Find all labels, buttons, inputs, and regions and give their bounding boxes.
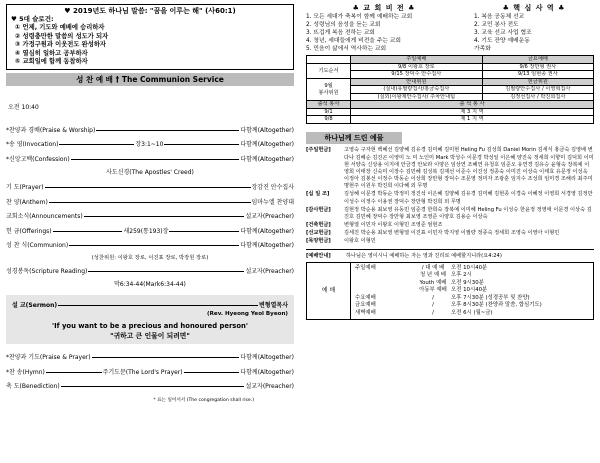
order-label: 찬 양(Anthem) <box>6 198 48 206</box>
order-label: *신앙고백(Confession) <box>6 155 70 163</box>
worship-guide <box>306 253 594 259</box>
order-content: 새259(통193)장 <box>123 227 169 235</box>
offering-entry <box>306 191 594 205</box>
offering-names: 변형열 이민자 이왕호 이형민 조영준 엄현조 <box>344 222 443 229</box>
table-header: 주일예배 <box>351 56 483 64</box>
offering-entry <box>306 207 594 221</box>
worship-guide-verse: 하나님은 영이시니 예배하는 자는 영과 진리로 예배할지니라(요4:24) <box>346 252 502 259</box>
table-cell: 9/8 이왕호 장로 <box>351 63 483 71</box>
order-leader: 장감진 안수집사 <box>251 184 294 192</box>
mission-item: 4. 기도 잔양 예배운동 <box>474 37 530 44</box>
core-ministry <box>474 4 594 53</box>
order-row <box>6 379 294 394</box>
order-label: *찬양과 경배(Praise & Worship) <box>6 126 96 134</box>
scripture-reference: 막6:34-44(Mark6:34-44) <box>114 281 186 289</box>
worship-guide-label: [예배안내] <box>306 252 331 259</box>
mission-title: ♣ 핵 심 사 역 ♣ <box>502 4 566 12</box>
table-cell: (실내)유필량집사/홍금숙집사 <box>351 86 483 94</box>
offerings-heading: 하나님께 드린 예물 <box>306 132 402 144</box>
table-cell: 9/8 <box>307 116 351 124</box>
vision-title: ♣ 교 회 비 전 ♣ <box>352 4 416 12</box>
table-cell: 제 3 지 역 <box>351 108 594 116</box>
vision-mission <box>306 4 594 53</box>
order-content: 주기도문(The Lord's Prayer) <box>102 368 183 376</box>
vision-item: 3. 뜨겁게 복음 전하는 교회 <box>306 30 375 37</box>
offering-entry <box>306 230 594 237</box>
order-row <box>6 350 294 365</box>
offering-entry <box>306 238 594 245</box>
leader-line <box>84 216 245 217</box>
worship-name: 아동부 예배 <box>419 287 447 294</box>
vision-item: 5. 민음이 삶에서 역사하는 교회 <box>306 45 387 52</box>
church-vision <box>306 4 462 53</box>
leader-line <box>61 386 245 387</box>
order-content: 장3:1~10 <box>135 141 164 149</box>
mission-item: 1. 복음 공동체 선교 <box>474 14 525 21</box>
table-row-label: 기도순서 <box>307 63 351 78</box>
sermon-title-korean: "귀하고 큰 인물이 되려면" <box>110 332 190 341</box>
order-label: 헌 금(Offerings) <box>6 227 52 235</box>
worship-time: 오후 2시 <box>451 272 472 279</box>
slogan-heading: ♥ 5대 슬로건: <box>11 15 54 24</box>
leader-line <box>45 187 251 188</box>
preacher-english-name: (Rev. Hyeong Yeol Byeon) <box>207 311 288 318</box>
worship-name: / <box>432 302 434 309</box>
mission-item: 가족화 <box>474 45 491 52</box>
offering-names: 김성혜 이문경 박동순 박정미 정진석 이은혜 김양혜 김유경 김미혜 김현종 이경숙 이혜정 이영희 서경영 김정만 이성수 이정수 이용권 장덕수 장만형 박진희 외 무명 <box>344 191 593 205</box>
table-cell: 김필량안수집사 / 이영혁집사 <box>482 86 593 94</box>
offering-entry <box>306 222 594 229</box>
offering-type: [선교헌금] <box>306 230 331 237</box>
slogan-item: ④ 열심히 일하고 공부하자 <box>15 49 88 57</box>
vision-item: 1. 모든 세대가 축복이 함께 예배하는 교회 <box>306 14 413 21</box>
worship-kind <box>355 272 415 279</box>
table-cell: 9/13 임현종 권사 <box>482 71 593 79</box>
order-label: *송 영(Invocation) <box>6 141 59 149</box>
leader-line <box>88 271 244 272</box>
offering-type: [십 일 조] <box>306 191 330 198</box>
preacher-name: 변형열목사 <box>259 301 288 309</box>
order-label: 성 찬 식(Communion) <box>6 242 69 250</box>
slogan-item: ① 언제, 기도와 예배에 승리하자 <box>15 24 105 32</box>
order-label: 축 도(Benediction) <box>6 383 60 391</box>
table-cell: 제 1 지 역 <box>351 116 594 124</box>
order-leader: 다함께(Altogether) <box>240 141 295 149</box>
table-cell: 김정선집사 / 박진희집사 <box>482 93 593 101</box>
worship-time: 오전 9시30분 <box>451 279 484 286</box>
worship-time: 오전 10시40분 <box>451 264 488 271</box>
table-cell: 9/6 장만형 권사 <box>482 63 593 71</box>
order-row <box>6 123 294 138</box>
offering-entry <box>306 147 594 190</box>
worship-time: 오후 8시30분 (찬양과 말씀, 합심기도) <box>451 302 542 309</box>
worship-times-list <box>351 263 593 319</box>
sermon-title-english: 'If you want to be a precious and honoured person' <box>52 322 248 331</box>
order-label: 설 교(Sermon) <box>12 301 58 309</box>
worship-time-row <box>355 302 589 309</box>
worship-kind: 새벽예배 <box>355 309 376 316</box>
worship-kind: 금요예배 <box>355 302 376 309</box>
leader-line <box>69 245 239 246</box>
worship-kind <box>355 280 415 287</box>
order-label: 성경봉독(Scripture Reading) <box>6 267 88 275</box>
worship-kind: 주일예배 <box>355 264 376 271</box>
worship-time-row <box>355 272 589 279</box>
service-time: 오전 10:40 <box>8 103 39 111</box>
slogan-item: ⑤ 교회일에 함께 동참하자 <box>15 58 88 66</box>
order-label: *찬 송(Hymn) <box>6 368 45 376</box>
sermon-box <box>6 295 294 344</box>
worship-name: / <box>432 294 434 301</box>
worship-name: 청 년 예 배 <box>420 272 446 279</box>
worship-time-row <box>355 310 589 317</box>
leader-line <box>169 231 239 232</box>
order-leader: 다함께(Altogether) <box>240 368 294 376</box>
order-row-scripture <box>6 264 294 279</box>
offering-type: [목양헌금] <box>306 238 331 245</box>
leader-line <box>46 372 102 373</box>
order-leader: 다함께(Altogether) <box>240 227 294 235</box>
standing-note: * 표는 일어서서 (The congregation shall rise.) <box>153 397 254 403</box>
slogan-item: ② 성령충만한 말씀의 성도가 되자 <box>15 32 109 40</box>
offering-names: 김현정 박순용 최보영 유동민 임준경 한희숙 장복예 이미혜 Heling Fu 이성승 한윤정 정영애 이문경 이상숙 김진호 김민혜 장덕수 장만형 최보영 조영준 이양호 김용순 이상숙 <box>344 206 592 220</box>
order-leader: 다함께(Altogether) <box>240 126 294 134</box>
order-label: *찬양과 기도(Praise & Prayer) <box>6 354 91 362</box>
leader-line <box>71 159 240 160</box>
leader-line <box>184 372 240 373</box>
divider <box>306 249 594 250</box>
table-cell: 9/1 <box>307 108 351 116</box>
order-row <box>6 238 294 253</box>
worship-time-row <box>355 265 589 272</box>
worship-time-row <box>355 295 589 302</box>
table-cell: 9/15 장덕수 안수집사 <box>351 71 483 79</box>
offering-names: 고영숙 구자현 백혜선 김양혜 김유경 김미혜 김미현 Heling Fu 김성희 Daniel Morin 김세식 홍금숙 김영배 변다나 김혜순 김진곤 이영미 노 미 노인미 Mark 박성수 이문경 박성일 이은혜 양진욱 정세희 이향미 김덕희 이미현 서양숙 신상용 이지애 안금경 안보라 이양은 임상연 조혜연 유청호 임준오 유연경 김유승 윤형숙 장복예 이영희 이태장 신숙미 이장수 김민혜 김성복 김재선 이준수 이진성 정종숙 이미진 이상숙 이태효 유문정 이성욱 이정아 김봉선 이정수 박동순 이상희 장만형 장덕수 조문영 정미자 조광훈 임지수 조성희 임미경 조해리 최주미 명현주 이원우 박진희 이다혜 외 무명 <box>344 147 594 190</box>
service-title-bar: 성 찬 예 배 † The Communion Service <box>6 73 294 86</box>
order-leader: 다함께(Altogether) <box>240 354 294 362</box>
order-row <box>6 209 294 224</box>
vision-item: 4. 청년, 세대들에게 비전을 주는 교회 <box>306 37 401 44</box>
worship-name: / <box>432 309 434 316</box>
yearly-theme-title: ♥ 2019년도 하나님 말씀: "꿈을 이루는 해" (사60:1) <box>64 7 236 15</box>
offering-names: 이왕호 이형민 <box>344 238 376 245</box>
leader-line <box>58 305 258 306</box>
order-leader: 설교자(Preacher) <box>245 383 294 391</box>
right-page <box>300 0 600 463</box>
order-leader: 다함께(Altogether) <box>240 155 294 163</box>
creed-label: 사도신경(The Apostles' Creed) <box>106 169 194 177</box>
table-header: 출 석 봉 사 <box>351 101 594 109</box>
worship-time: 오후 7시30분 (성경공부 및 찬양) <box>451 294 530 301</box>
leader-line <box>53 231 123 232</box>
worship-times-label: 예 배 <box>307 263 351 319</box>
offering-type: [감사헌금] <box>306 206 331 213</box>
order-leader: 다함께(Altogether) <box>240 242 294 250</box>
order-label: 교회소식(Announcements) <box>6 213 83 221</box>
leader-line <box>59 144 134 145</box>
mission-item: 3. 교육 선교 사업 협조 <box>474 30 532 37</box>
leader-line <box>96 130 239 131</box>
offering-names: 김세진 박순용 최보영 변형열 이진표 이민자 박지영 이필량 정종숙 정세희 조영숙 이영아 이형민 <box>344 230 560 237</box>
order-leader: 설교자(Preacher) <box>245 213 294 221</box>
worship-times-box <box>306 262 594 320</box>
table-cell: (실외)이왕제안수집사/ 주차안내팀 <box>351 93 483 101</box>
order-row <box>6 137 294 152</box>
table-row-label: 9월 봉사위원 <box>307 78 351 101</box>
order-leader: 임마누엘 찬양대 <box>251 198 294 206</box>
order-row <box>6 195 294 210</box>
worship-time: 오전 6시 (월~금) <box>451 309 493 316</box>
order-leader: 설교자(Preacher) <box>245 267 294 275</box>
offering-type: [건축헌금] <box>306 222 331 229</box>
service-duty-table <box>306 55 594 124</box>
order-row <box>6 365 294 380</box>
table-header: 헌금위원 <box>482 78 593 86</box>
order-row <box>6 224 294 239</box>
worship-kind <box>355 287 415 294</box>
worship-name: Youth 예배 <box>419 279 447 286</box>
table-header: 출석 봉사 <box>307 101 351 109</box>
worship-kind: 수요예배 <box>355 294 376 301</box>
leader-line <box>92 357 240 358</box>
mission-item: 2. 교민 봉사 전도 <box>474 22 519 29</box>
order-row <box>6 152 294 167</box>
offering-type: [주일헌금] <box>306 147 331 154</box>
yearly-theme-box <box>6 4 294 70</box>
leader-line <box>49 202 251 203</box>
order-label: 기 도(Prayer) <box>6 184 44 192</box>
worship-time: 오전 10시40분 <box>451 287 488 294</box>
communion-committee: (성찬위원: 이왕호 장로, 이진표 장로, 박장원 장로) <box>91 254 209 261</box>
worship-name: / 대 예 배 <box>421 264 445 271</box>
offerings-list <box>306 147 594 245</box>
worship-time-row <box>355 287 589 294</box>
leader-line <box>164 144 239 145</box>
vision-item: 2. 성령님의 음성을 듣는 교회 <box>306 22 381 29</box>
table-header: 금요예배 <box>482 56 593 64</box>
order-row <box>6 180 294 195</box>
order-row-sermon <box>12 299 288 311</box>
table-header: 안내위원 <box>351 78 483 86</box>
slogan-item: ③ 가정구원과 이웃전도 완성하자 <box>15 41 106 49</box>
